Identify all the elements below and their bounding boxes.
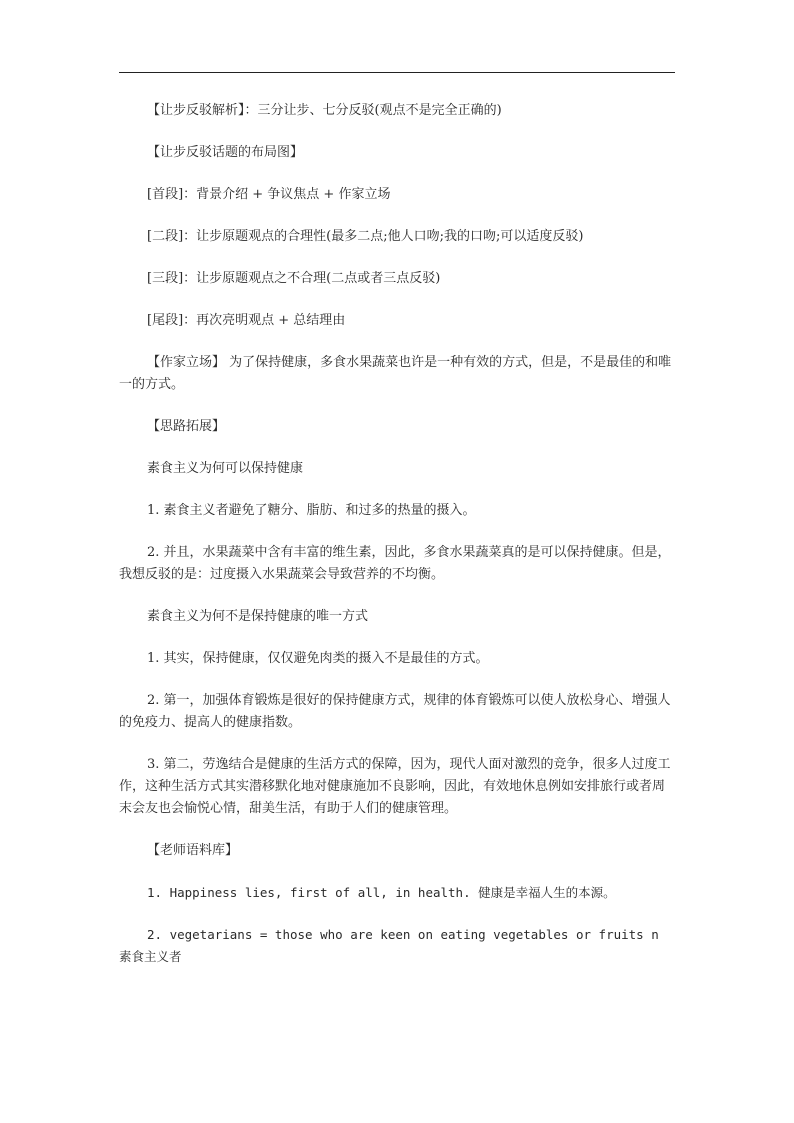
subheading-why-healthy: 素食主义为何可以保持健康 <box>147 461 304 476</box>
last-paragraph-line: [尾段]：再次亮明观点 + 总结理由 <box>147 313 346 328</box>
corpus-item-2: 2. vegetarians = those who are keen on eating vegetables or fruits n 素食主义者 <box>119 927 659 964</box>
writer-position: 【作家立场】 为了保持健康，多食水果蔬菜也许是一种有效的方式，但是，不是最佳的和唯一的方式。 <box>119 355 672 392</box>
point-b3: 3. 第二，劳逸结合是健康的生活方式的保障，因为，现代人面对激烈的竞争，很多人过度工作，这种生活方式其实潜移默化地对健康施加不良影响，因此，有效地休息例如安排旅行或者周末会友也会愉悦心情，甜美生活，有助于人们的健康管理。 <box>119 757 671 816</box>
point-1: 1. 素食主义者避免了糖分、脂肪、和过多的热量的摄入。 <box>147 503 476 518</box>
point-b2: 2. 第一，加强体育锻炼是很好的保持健康方式，规律的体育锻炼可以使人放松身心、增强人的免疫力、提高人的健康指数。 <box>119 693 671 730</box>
concession-analysis-line: 【让步反驳解析】：三分让步、七分反驳(观点不是完全正确的) <box>147 103 502 118</box>
second-paragraph-line: [二段]：让步原题观点的合理性(最多二点;他人口吻;我的口吻;可以适度反驳) <box>147 229 584 244</box>
subheading-not-only-way: 素食主义为何不是保持健康的唯一方式 <box>147 609 369 624</box>
ideas-heading: 【思路拓展】 <box>147 419 226 434</box>
third-paragraph-line: [三段]：让步原题观点之不合理(二点或者三点反驳) <box>147 271 441 286</box>
layout-heading: 【让步反驳话题的布局图】 <box>147 145 304 160</box>
point-b1: 1. 其实，保持健康，仅仅避免肉类的摄入不是最佳的方式。 <box>147 651 489 666</box>
corpus-item-1: 1. Happiness lies, first of all, in health. 健康是幸福人生的本源。 <box>147 885 616 900</box>
corpus-heading: 【老师语料库】 <box>147 843 239 858</box>
header-rule <box>119 72 675 73</box>
point-2: 2. 并且，水果蔬菜中含有丰富的维生素，因此，多食水果蔬菜真的是可以保持健康。但是，我想反驳的是：过度摄入水果蔬菜会导致营养的不均衡。 <box>119 545 671 582</box>
first-paragraph-line: [首段]：背景介绍 + 争议焦点 + 作家立场 <box>147 187 391 202</box>
document-body <box>119 100 675 968</box>
